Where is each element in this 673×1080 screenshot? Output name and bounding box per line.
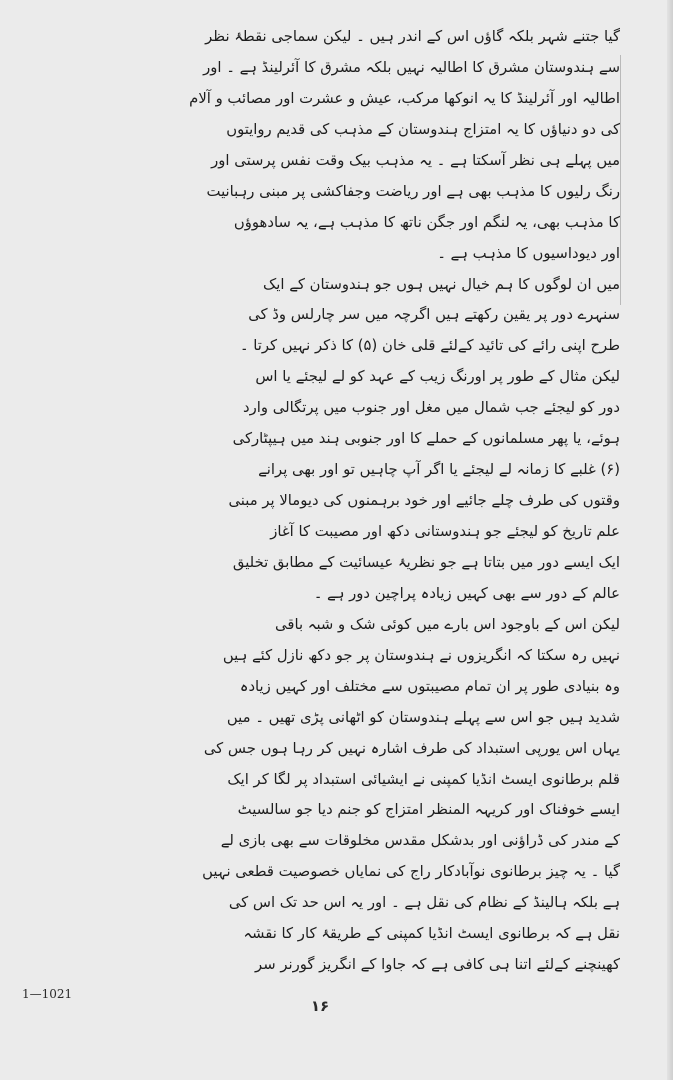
page-number: ۱۶ xyxy=(310,997,330,1015)
text-line: میں ان لوگوں کا ہم خیال نہیں ہوں جو ہندوستان کے ایک xyxy=(263,275,620,293)
text-line: علم تاریخ کو لیجئے جو ہندوستانی دکھ اور مصیبت کا آغاز xyxy=(270,523,620,540)
text-line: نقل ہے کہ برطانوی ایسٹ انڈیا کمپنی کے طریقۂ کار کا نقشہ xyxy=(243,925,620,943)
text-line: سنہرے دور پر یقین رکھتے ہیں اگرچہ میں سر چارلس وڈ کی xyxy=(248,306,620,324)
text-line: کا مذہب بھی، یہ لنگم اور جگن ناتھ کا مذہب ہے، یہ سادھوؤں xyxy=(233,213,620,231)
text-line: کی دو دنیاؤں کا یہ امتزاج ہندوستان کے مذہب کی قدیم روایتوں xyxy=(226,120,620,138)
text-line: اور دیوداسیوں کا مذہب ہے ۔ xyxy=(437,244,620,262)
text-line: سے ہندوستان مشرق کا اطالیہ نہیں بلکہ مشرق کا آئرلینڈ ہے ۔ اور xyxy=(203,58,620,76)
text-line: وہ بنیادی طور پر ان تمام مصیبتوں سے مختلف اور کہیں زیادہ xyxy=(239,677,620,695)
text-line: یہاں اس یورپی استبداد کی طرف اشارہ نہیں کر رہا ہوں جس کی xyxy=(203,739,620,757)
page-edge-shadow xyxy=(667,0,673,1080)
text-line: کھینچنے کےلئے اتنا ہی کافی ہے کہ جاوا کے انگریز گورنر سر xyxy=(255,956,620,974)
text-line: اطالیہ اور آئرلینڈ کا یہ انوکھا مرکب، عیش و عشرت اور مصائب و آلام xyxy=(189,89,620,107)
text-line: ایک ایسے دور میں بتاتا ہے جو نظریۂ عیسائیت کے مطابق تخلیق xyxy=(232,553,620,571)
text-line: ایسے خوفناک اور کریہہ المنظر امتزاج کو جنم دیا جو سالسیٹ xyxy=(237,801,620,819)
text-line: میں پہلے ہی نظر آسکتا ہے ۔ یہ مذہب بیک وقت نفس پرستی اور xyxy=(211,151,620,169)
text-line: دور کو لیجئے جب شمال میں مغل اور جنوب میں پرتگالی وارد xyxy=(243,399,620,417)
text-line: کے مندر کی ڈراؤنی اور بدشکل مقدس مخلوقات سے بھی بازی لے xyxy=(220,832,620,850)
text-line: لیکن مثال کے طور پر اورنگ زیب کے عہد کو لے لیجئے یا اس xyxy=(255,368,620,386)
text-line: رنگ رلیوں کا مذہب بھی ہے اور ریاضت وجفاکشی پر مبنی رہبانیت xyxy=(206,182,620,200)
text-line: عالم کے دور سے بھی کہیں زیادہ پراچین دور ہے ۔ xyxy=(313,584,620,602)
signature-code: 1—1021 xyxy=(22,987,73,1001)
text-line: گیا ۔ یہ چیز برطانوی نوآبادکار راج کی نمایاں خصوصیت قطعی نہیں xyxy=(202,863,620,881)
text-line: گیا جتنے شہر بلکہ گاؤں اس کے اندر ہیں ۔ لیکن سماجی نقطۂ نظر xyxy=(205,28,620,45)
text-line: وقتوں کی طرف چلے جائیے اور خود برہمنوں کی دیومالا پر مبنی xyxy=(228,492,620,510)
text-line: طرح اپنی رائے کی تائید کےلئے قلی خان (۵) کا ذکر نہیں کرتا ۔ xyxy=(239,337,620,355)
body-text xyxy=(30,22,620,981)
text-line: قلم برطانوی ایسٹ انڈیا کمپنی نے ایشیائی استبداد پر لگا کر ایک xyxy=(227,770,620,788)
text-line: ہوئے، یا پھر مسلمانوں کے حملے کا اور جنوبی ہند میں ہیپٹارکی xyxy=(232,430,620,448)
text-line: شدید ہیں جو اس سے پہلے ہندوستان کو اٹھانی پڑی تھیں ۔ میں xyxy=(226,708,620,726)
margin-pencil-line xyxy=(620,55,621,305)
text-line: لیکن اس کے باوجود اس بارے میں کوئی شک و شبہ باقی xyxy=(275,615,620,633)
text-line: ہے بلکہ ہالینڈ کے نظام کی نقل ہے ۔ اور یہ اس حد تک اس کی xyxy=(228,894,620,912)
text-line: نہیں رہ سکتا کہ انگریزوں نے ہندوستان پر جو دکھ نازل کئے ہیں xyxy=(222,646,620,664)
text-line: (۶) غلبے کا زمانہ لے لیجئے یا اگر آپ چاہیں تو اور بھی پرانے xyxy=(258,461,620,479)
